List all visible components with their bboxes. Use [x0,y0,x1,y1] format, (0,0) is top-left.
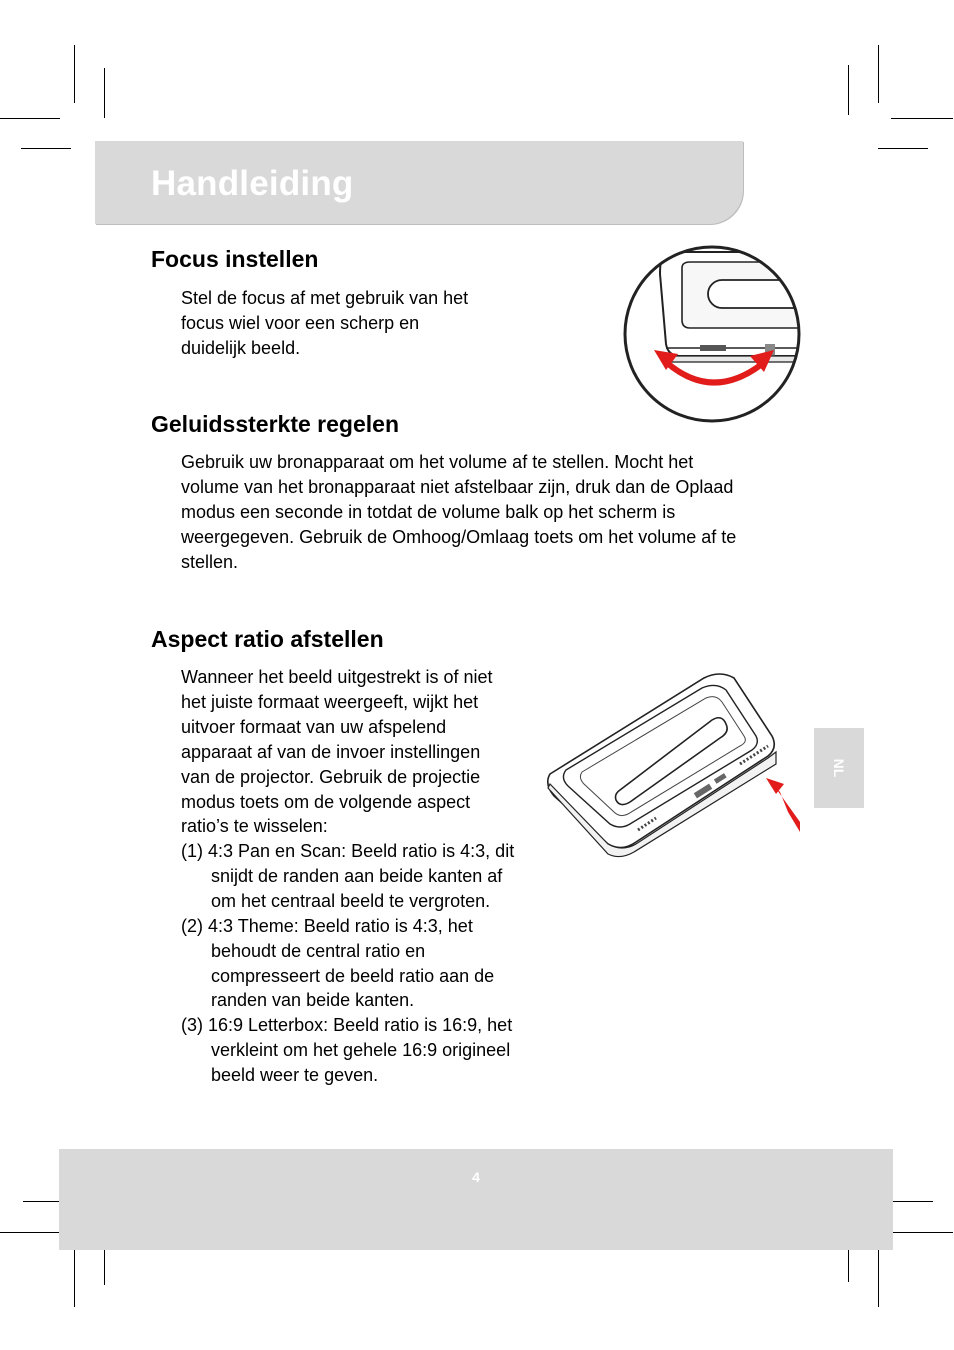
page-title: Handleiding [151,164,354,203]
list-item: (2) 4:3 Theme: Beeld ratio is 4:3, het behoudt de central ratio en compresseert de beeld ratio aan de randen van beide kanten. [181,915,495,1011]
text-line: focus wiel voor een scherp en [181,312,420,333]
crop-mark [0,118,60,119]
footer-band [59,1149,893,1250]
text-line: uitvoer formaat van uw afspelend [181,716,447,737]
text-line: volume van het bronapparaat niet afstelbaar zijn, druk dan de Oplaad [181,476,734,497]
text-line: stellen. [181,551,239,572]
crop-mark [848,65,849,115]
list-item: (3) 16:9 Letterbox: Beeld ratio is 16:9, het verkleint om het gehele 16:9 origineel beeld weer te geven. [181,1015,513,1086]
crop-mark [878,45,879,103]
page-number: 4 [472,1169,480,1185]
text-line: Gebruik uw bronapparaat om het volume af te stellen. Mocht het [181,452,694,472]
crop-mark [893,1232,953,1233]
crop-mark [74,1250,75,1307]
list-item: (1) 4:3 Pan en Scan: Beeld ratio is 4:3, dit snijdt de randen aan beide kanten af om het centraal beeld te vergroten. [181,841,515,911]
section-title-aspect: Aspect ratio afstellen [151,626,384,652]
projector-illustration [544,672,802,858]
language-tab-label: NL [831,758,847,778]
crop-mark [878,1250,879,1307]
crop-mark [21,148,71,149]
crop-mark [74,45,75,103]
text-line: Wanneer het beeld uitgestrekt is of niet [181,667,493,687]
text-line: van de projector. Gebruik de projectie [181,766,481,787]
text-line: duidelijk beeld. [181,337,301,358]
volume-text [181,450,736,575]
aspect-text [181,665,493,839]
crop-mark [891,118,953,119]
focus-text [181,286,468,361]
crop-mark [104,68,105,118]
text-line: weergegeven. Gebruik de Omhoog/Omlaag toets om het volume af te [181,526,737,547]
language-tab [814,728,864,808]
text-line: apparaat af van de invoer instellingen [181,741,481,762]
text-line: modus een seconde in totdat de volume balk op het scherm is [181,501,676,522]
text-line: Stel de focus af met gebruik van het [181,288,469,308]
section-title-volume: Geluidssterkte regelen [151,411,399,437]
text-line: het juiste formaat weergeeft, wijkt het [181,691,479,712]
focus-wheel-illustration [620,244,804,426]
aspect-options-list [181,839,516,1088]
crop-mark [0,1232,60,1233]
section-title-focus: Focus instellen [151,246,319,272]
text-line: modus toets om de volgende aspect [181,791,471,812]
crop-mark [878,148,928,149]
text-line: ratio’s te wisselen: [181,816,328,837]
